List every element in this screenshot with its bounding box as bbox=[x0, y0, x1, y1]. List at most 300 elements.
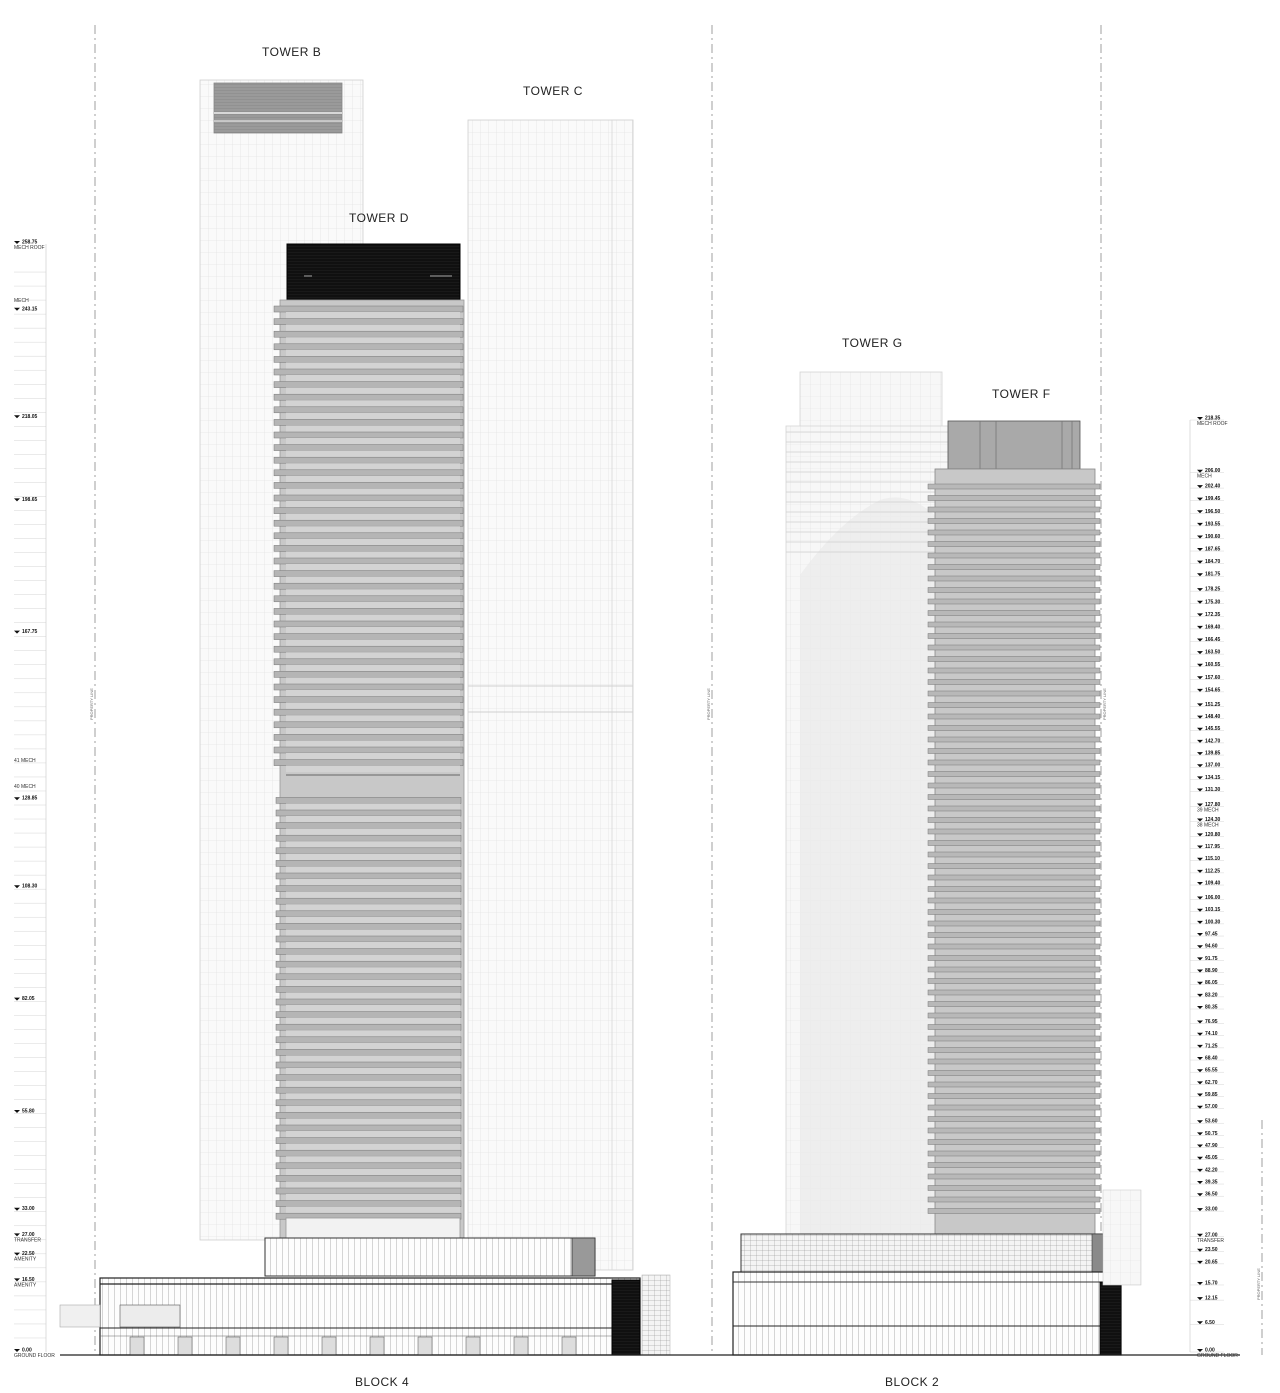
floor-band bbox=[276, 810, 461, 816]
floor-glazing bbox=[286, 1068, 460, 1075]
level-marker bbox=[1197, 716, 1203, 719]
floor-band bbox=[276, 911, 461, 917]
floor-glazing bbox=[286, 514, 460, 521]
floor-glazing bbox=[286, 425, 460, 432]
level-value: 190.60 bbox=[1205, 533, 1221, 540]
floor-glazing bbox=[286, 362, 460, 369]
level-label: AMENITY bbox=[14, 1282, 37, 1289]
level-value: 50.75 bbox=[1205, 1130, 1218, 1137]
floor-band bbox=[276, 936, 461, 942]
level-value: 198.65 bbox=[22, 496, 38, 503]
floor-band bbox=[928, 806, 1100, 811]
floor-band bbox=[928, 933, 1100, 938]
level-marker bbox=[1197, 833, 1203, 836]
floor-band bbox=[928, 645, 1100, 650]
block-2-label: BLOCK 2 bbox=[885, 1375, 940, 1389]
floor-glazing bbox=[286, 1081, 460, 1088]
level-value: 16.50 bbox=[22, 1276, 35, 1283]
level-value: 157.60 bbox=[1205, 674, 1221, 681]
level-value: 0.00 bbox=[1205, 1347, 1215, 1354]
floor-band bbox=[276, 961, 461, 967]
level-value: 55.80 bbox=[22, 1108, 35, 1115]
floor-band bbox=[928, 1094, 1100, 1099]
level-value: 196.50 bbox=[1205, 508, 1221, 515]
floor-glazing bbox=[286, 501, 460, 508]
floor-band bbox=[928, 507, 1100, 512]
level-marker bbox=[1197, 1208, 1203, 1211]
level-value: 23.50 bbox=[1205, 1247, 1218, 1254]
floor-band bbox=[274, 394, 463, 400]
floor-glazing bbox=[286, 677, 460, 684]
mech-label: 40 MECH bbox=[14, 784, 36, 790]
tower-f-label: TOWER F bbox=[992, 387, 1051, 401]
floor-band bbox=[928, 956, 1100, 961]
level-value: 74.10 bbox=[1205, 1031, 1218, 1038]
level-marker bbox=[1197, 548, 1203, 551]
podium-door bbox=[322, 1337, 336, 1355]
level-marker bbox=[1197, 1094, 1203, 1097]
floor-band bbox=[928, 519, 1100, 524]
floor-band bbox=[928, 1048, 1100, 1053]
floor-band bbox=[274, 734, 463, 740]
right-level-scale bbox=[1190, 416, 1238, 1360]
level-marker bbox=[1197, 994, 1203, 997]
level-value: 128.85 bbox=[22, 795, 38, 802]
podium-door bbox=[418, 1337, 432, 1355]
floor-band bbox=[928, 1013, 1100, 1018]
floor-glazing bbox=[286, 337, 460, 344]
level-marker bbox=[1197, 1181, 1203, 1184]
floor-glazing bbox=[286, 879, 460, 886]
floor-band bbox=[274, 344, 463, 350]
floor-band bbox=[928, 1002, 1100, 1007]
level-value: 42.20 bbox=[1205, 1167, 1218, 1174]
floor-band bbox=[928, 565, 1100, 570]
level-marker bbox=[1197, 1321, 1203, 1324]
floor-band bbox=[274, 684, 463, 690]
floor-band bbox=[928, 1117, 1100, 1122]
level-value: 167.75 bbox=[22, 629, 38, 636]
level-marker bbox=[1197, 1132, 1203, 1135]
floor-band bbox=[274, 545, 463, 551]
level-marker bbox=[1197, 728, 1203, 731]
floor-band bbox=[274, 608, 463, 614]
level-value: 137.00 bbox=[1205, 762, 1221, 769]
level-value: 243.15 bbox=[22, 306, 38, 313]
level-value: 127.80 bbox=[1205, 802, 1221, 809]
floor-glazing bbox=[286, 753, 460, 760]
floor-band bbox=[928, 1209, 1100, 1214]
level-value: 206.00 bbox=[1205, 468, 1221, 475]
level-marker bbox=[14, 1253, 20, 1256]
floor-band bbox=[276, 848, 461, 854]
floor-band bbox=[276, 1024, 461, 1030]
level-label: TRANSFER bbox=[1197, 1237, 1224, 1244]
level-marker bbox=[1197, 535, 1203, 538]
floor-glazing bbox=[286, 652, 460, 659]
floor-band bbox=[928, 749, 1100, 754]
level-label: 38 MECH bbox=[1197, 822, 1219, 829]
floor-band bbox=[928, 1071, 1100, 1076]
level-value: 120.80 bbox=[1205, 831, 1221, 838]
level-value: 184.70 bbox=[1205, 559, 1221, 566]
floor-glazing bbox=[286, 967, 460, 974]
floor-glazing bbox=[286, 1030, 460, 1037]
floor-glazing bbox=[286, 539, 460, 546]
floor-glazing bbox=[286, 766, 460, 773]
floor-band bbox=[274, 306, 463, 312]
floor-band bbox=[928, 1128, 1100, 1133]
floor-band bbox=[928, 818, 1100, 823]
level-value: 33.00 bbox=[1205, 1206, 1218, 1213]
level-value: 148.40 bbox=[1205, 714, 1221, 721]
block-2-podium-lower bbox=[733, 1272, 1121, 1355]
floor-glazing bbox=[286, 476, 460, 483]
floor-glazing bbox=[286, 627, 460, 634]
podium-door bbox=[130, 1337, 144, 1355]
level-marker bbox=[1197, 740, 1203, 743]
level-value: 142.70 bbox=[1205, 738, 1221, 745]
floor-glazing bbox=[286, 1131, 460, 1138]
floor-band bbox=[274, 457, 463, 463]
floor-band bbox=[928, 910, 1100, 915]
level-value: 94.60 bbox=[1205, 943, 1218, 950]
floor-band bbox=[928, 864, 1100, 869]
mech-label: MECH bbox=[14, 298, 29, 304]
level-marker bbox=[1197, 417, 1203, 420]
floor-band bbox=[276, 1037, 461, 1043]
floor-band bbox=[276, 923, 461, 929]
level-marker bbox=[1197, 1297, 1203, 1300]
level-value: 68.40 bbox=[1205, 1055, 1218, 1062]
floor-band bbox=[928, 944, 1100, 949]
podium-door bbox=[562, 1337, 576, 1355]
floor-band bbox=[274, 558, 463, 564]
level-marker bbox=[1197, 470, 1203, 473]
floor-band bbox=[928, 588, 1100, 593]
floor-band bbox=[276, 873, 461, 879]
level-value: 71.25 bbox=[1205, 1043, 1218, 1050]
floor-band bbox=[274, 369, 463, 375]
floor-glazing bbox=[286, 312, 460, 319]
floor-band bbox=[276, 1112, 461, 1118]
floor-band bbox=[928, 875, 1100, 880]
level-marker bbox=[1197, 1261, 1203, 1264]
floor-band bbox=[928, 979, 1100, 984]
level-marker bbox=[1197, 573, 1203, 576]
level-marker bbox=[1197, 1057, 1203, 1060]
level-marker bbox=[1197, 818, 1203, 821]
level-marker bbox=[1197, 639, 1203, 642]
floor-glazing bbox=[286, 1106, 460, 1113]
level-marker bbox=[14, 1110, 20, 1113]
floor-band bbox=[274, 697, 463, 703]
level-marker bbox=[1197, 945, 1203, 948]
level-marker bbox=[1197, 1021, 1203, 1024]
level-marker bbox=[1197, 1081, 1203, 1084]
level-value: 20.65 bbox=[1205, 1259, 1218, 1266]
level-marker bbox=[14, 797, 20, 800]
floor-band bbox=[274, 571, 463, 577]
floor-glazing bbox=[286, 1144, 460, 1151]
level-value: 160.55 bbox=[1205, 662, 1221, 669]
floor-band bbox=[276, 823, 461, 829]
floor-band bbox=[928, 599, 1100, 604]
floor-band bbox=[928, 898, 1100, 903]
level-value: 187.65 bbox=[1205, 546, 1221, 553]
floor-band bbox=[928, 887, 1100, 892]
floor-band bbox=[276, 1188, 461, 1194]
floor-band bbox=[276, 797, 461, 803]
level-marker bbox=[1197, 1249, 1203, 1252]
level-marker bbox=[1197, 970, 1203, 973]
floor-band bbox=[274, 407, 463, 413]
property-line-label: PROPERTY LINE bbox=[89, 688, 94, 720]
floor-band bbox=[928, 576, 1100, 581]
level-value: 139.85 bbox=[1205, 750, 1221, 757]
floor-band bbox=[928, 1036, 1100, 1041]
floor-glazing bbox=[286, 388, 460, 395]
floor-band bbox=[276, 1201, 461, 1207]
level-marker bbox=[1197, 510, 1203, 513]
block-2-podium-upper bbox=[741, 1234, 1103, 1272]
floor-band bbox=[928, 1186, 1100, 1191]
level-value: 154.65 bbox=[1205, 687, 1221, 694]
floor-band bbox=[274, 432, 463, 438]
level-value: 53.60 bbox=[1205, 1118, 1218, 1125]
floor-glazing bbox=[286, 375, 460, 382]
level-marker bbox=[14, 1233, 20, 1236]
block-4-label: BLOCK 4 bbox=[355, 1375, 410, 1389]
level-marker bbox=[14, 1208, 20, 1211]
level-value: 131.30 bbox=[1205, 787, 1221, 794]
level-value: 15.70 bbox=[1205, 1280, 1218, 1287]
floor-band bbox=[928, 1025, 1100, 1030]
level-marker bbox=[1197, 1033, 1203, 1036]
level-marker bbox=[1197, 858, 1203, 861]
level-marker bbox=[1197, 1193, 1203, 1196]
floor-glazing bbox=[286, 577, 460, 584]
floor-band bbox=[928, 553, 1100, 558]
floor-glazing bbox=[286, 829, 460, 836]
level-value: 169.40 bbox=[1205, 624, 1221, 631]
level-value: 36.50 bbox=[1205, 1191, 1218, 1198]
floor-glazing bbox=[286, 866, 460, 873]
floor-band bbox=[928, 657, 1100, 662]
level-label: GROUND FLOOR bbox=[14, 1353, 55, 1359]
floor-glazing bbox=[286, 1018, 460, 1025]
floor-band bbox=[274, 533, 463, 539]
floor-glazing bbox=[286, 803, 460, 810]
level-value: 86.05 bbox=[1205, 980, 1218, 987]
level-value: 76.95 bbox=[1205, 1019, 1218, 1026]
floor-band bbox=[274, 747, 463, 753]
level-marker bbox=[1197, 498, 1203, 501]
floor-band bbox=[276, 886, 461, 892]
level-value: 97.45 bbox=[1205, 931, 1218, 938]
tower-f-mech-crown bbox=[948, 421, 1080, 469]
floor-band bbox=[276, 835, 461, 841]
level-value: 124.30 bbox=[1205, 816, 1221, 823]
tower-d-mech-crown bbox=[287, 244, 460, 300]
floor-band bbox=[276, 1100, 461, 1106]
floor-glazing bbox=[286, 1093, 460, 1100]
block-4-podium-upper bbox=[265, 1238, 595, 1276]
floor-band bbox=[928, 1151, 1100, 1156]
level-marker bbox=[1197, 613, 1203, 616]
floor-glazing bbox=[286, 740, 460, 747]
level-value: 108.30 bbox=[22, 883, 38, 890]
floor-band bbox=[274, 709, 463, 715]
floor-glazing bbox=[286, 350, 460, 357]
floor-band bbox=[274, 508, 463, 514]
floor-band bbox=[276, 1087, 461, 1093]
floor-band bbox=[928, 1140, 1100, 1145]
floor-glazing bbox=[286, 551, 460, 558]
floor-band bbox=[928, 726, 1100, 731]
floor-band bbox=[274, 671, 463, 677]
level-value: 202.40 bbox=[1205, 483, 1221, 490]
level-value: 145.55 bbox=[1205, 726, 1221, 733]
tower-g-top bbox=[800, 372, 942, 428]
level-label: MECH ROOF bbox=[14, 245, 45, 251]
floor-band bbox=[928, 622, 1100, 627]
floor-band bbox=[928, 1082, 1100, 1087]
level-label: TRANSFER bbox=[14, 1237, 41, 1244]
floor-band bbox=[276, 949, 461, 955]
floor-band bbox=[274, 419, 463, 425]
level-marker bbox=[1197, 921, 1203, 924]
floor-band bbox=[928, 1105, 1100, 1110]
floor-band bbox=[276, 860, 461, 866]
level-marker bbox=[1197, 764, 1203, 767]
floor-band bbox=[928, 1059, 1100, 1064]
level-label: 39 MECH bbox=[1197, 807, 1219, 814]
floor-band bbox=[274, 596, 463, 602]
floor-glazing bbox=[286, 526, 460, 533]
level-marker bbox=[1197, 1145, 1203, 1148]
floor-band bbox=[928, 990, 1100, 995]
property-line-label: PROPERTY LINE bbox=[1256, 1268, 1261, 1300]
left-level-scale bbox=[14, 240, 55, 1360]
floor-band bbox=[928, 496, 1100, 501]
property-line-label: PROPERTY LINE bbox=[1102, 688, 1107, 720]
floor-glazing bbox=[286, 438, 460, 445]
level-marker bbox=[1197, 982, 1203, 985]
level-value: 134.15 bbox=[1205, 774, 1221, 781]
level-value: 80.35 bbox=[1205, 1004, 1218, 1011]
floor-glazing bbox=[286, 602, 460, 609]
floor-glazing bbox=[286, 413, 460, 420]
floor-glazing bbox=[286, 614, 460, 621]
level-marker bbox=[1197, 897, 1203, 900]
level-value: 39.35 bbox=[1205, 1179, 1218, 1186]
floor-band bbox=[274, 319, 463, 325]
floor-glazing bbox=[286, 1207, 460, 1214]
level-marker bbox=[1197, 1157, 1203, 1160]
floor-glazing bbox=[286, 703, 460, 710]
level-label: MECH bbox=[1197, 473, 1212, 480]
floor-band bbox=[928, 852, 1100, 857]
level-value: 175.30 bbox=[1205, 599, 1221, 606]
floor-band bbox=[274, 356, 463, 362]
level-value: 6.50 bbox=[1205, 1319, 1215, 1326]
floor-band bbox=[928, 841, 1100, 846]
floor-glazing bbox=[286, 451, 460, 458]
floor-band bbox=[928, 772, 1100, 777]
floor-band bbox=[928, 760, 1100, 765]
level-marker bbox=[14, 498, 20, 501]
level-marker bbox=[1197, 1282, 1203, 1285]
floor-band bbox=[928, 691, 1100, 696]
floor-band bbox=[274, 583, 463, 589]
level-value: 166.45 bbox=[1205, 637, 1221, 644]
level-marker bbox=[14, 885, 20, 888]
podium-door bbox=[226, 1337, 240, 1355]
floor-glazing bbox=[286, 892, 460, 899]
level-marker bbox=[1197, 1169, 1203, 1172]
floor-band bbox=[928, 484, 1100, 489]
level-marker bbox=[1197, 689, 1203, 692]
floor-glazing bbox=[286, 690, 460, 697]
level-marker bbox=[14, 1278, 20, 1281]
floor-glazing bbox=[286, 917, 460, 924]
floor-glazing bbox=[286, 980, 460, 987]
floor-band bbox=[928, 795, 1100, 800]
level-marker bbox=[1197, 601, 1203, 604]
level-value: 59.85 bbox=[1205, 1092, 1218, 1099]
floor-glazing bbox=[286, 400, 460, 407]
floor-glazing bbox=[286, 992, 460, 999]
level-marker bbox=[1197, 804, 1203, 807]
floor-band bbox=[928, 829, 1100, 834]
floor-glazing bbox=[286, 715, 460, 722]
level-marker bbox=[1197, 933, 1203, 936]
floor-band bbox=[274, 520, 463, 526]
floor-band bbox=[276, 1062, 461, 1068]
floor-band bbox=[928, 737, 1100, 742]
level-marker bbox=[1197, 909, 1203, 912]
level-value: 218.05 bbox=[22, 413, 38, 420]
floor-glazing bbox=[286, 1194, 460, 1201]
floor-band bbox=[276, 999, 461, 1005]
level-marker bbox=[1197, 1069, 1203, 1072]
level-marker bbox=[1197, 485, 1203, 488]
floor-glazing bbox=[286, 904, 460, 911]
floor-band bbox=[274, 331, 463, 337]
floor-glazing bbox=[286, 640, 460, 647]
level-marker bbox=[1197, 882, 1203, 885]
floor-glazing bbox=[286, 841, 460, 848]
floor-glazing bbox=[286, 1043, 460, 1050]
level-marker bbox=[1197, 870, 1203, 873]
floor-glazing bbox=[286, 816, 460, 823]
floor-band bbox=[928, 714, 1100, 719]
floor-band bbox=[928, 668, 1100, 673]
tower-d-label: TOWER D bbox=[349, 211, 409, 225]
floor-band bbox=[928, 611, 1100, 616]
level-marker bbox=[1197, 789, 1203, 792]
tower-b-crown bbox=[214, 83, 342, 133]
tower-c-shaft bbox=[468, 120, 633, 1270]
floor-glazing bbox=[286, 564, 460, 571]
floor-band bbox=[928, 680, 1100, 685]
level-marker bbox=[1197, 776, 1203, 779]
level-value: 33.00 bbox=[22, 1206, 35, 1213]
level-value: 193.55 bbox=[1205, 521, 1221, 528]
level-marker bbox=[1197, 664, 1203, 667]
level-value: 218.35 bbox=[1205, 415, 1221, 422]
